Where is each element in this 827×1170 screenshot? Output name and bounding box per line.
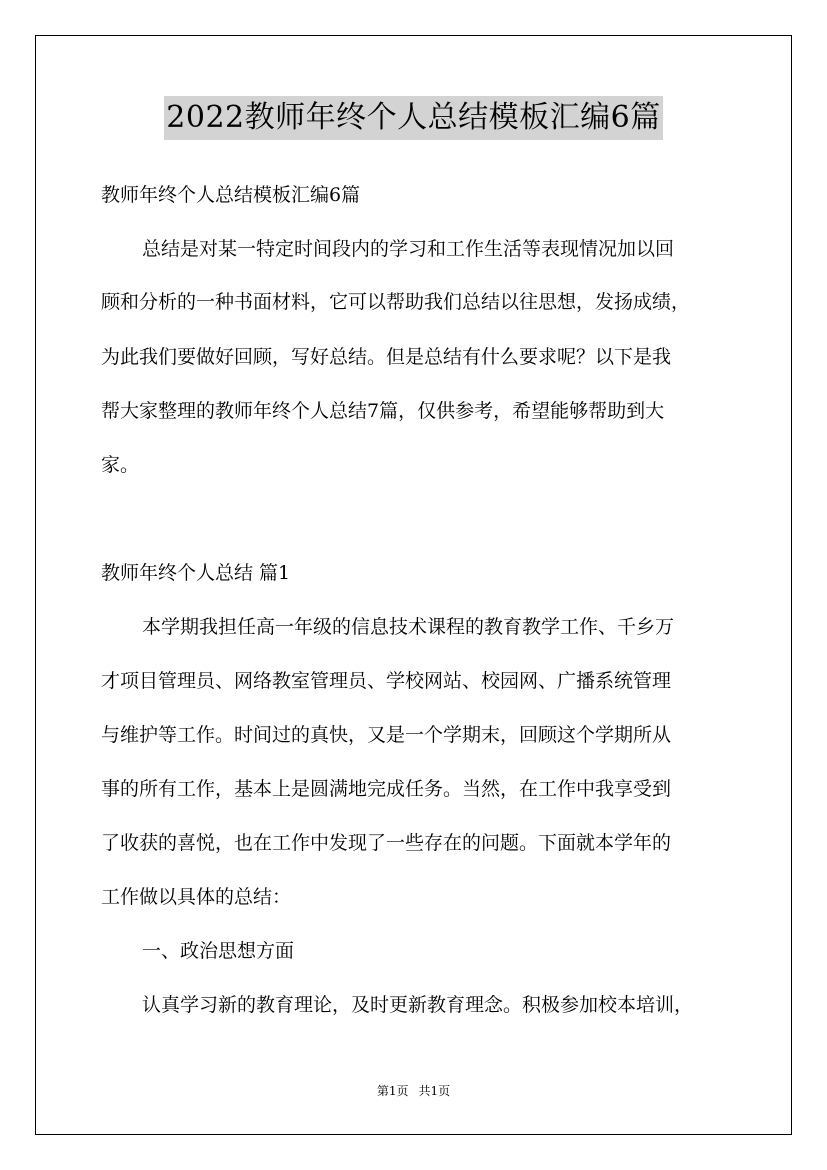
paragraph-line: 总结是对某一特定时间段内的学习和工作生活等表现情况加以回 [142,238,675,260]
page-footer [0,1083,827,1099]
paragraph-line: 帮大家整理的教师年终个人总结7篇，仅供参考，希望能够帮助到大 [101,400,665,422]
paragraph-line: 了收获的喜悦，也在工作中发现了一些存在的问题。下面就本学年的 [101,832,672,854]
paragraph-line: 与维护等工作。时间过的真快，又是一个学期末，回顾这个学期所从 [101,724,672,746]
section-heading: 教师年终个人总结 篇1 [101,562,291,584]
paragraph-line: 家。 [101,454,140,476]
paragraph-line: 认真学习新的教育理论，及时更新教育理念。积极参加校本培训， [142,994,694,1016]
page-total: 共1页 [418,1084,451,1098]
paragraph-line: 事的所有工作，基本上是圆满地完成任务。当然，在工作中我享受到 [101,778,672,800]
subtitle-line: 教师年终个人总结模板汇编6篇 [101,184,361,206]
paragraph-line: 本学期我担任高一年级的信息技术课程的教育教学工作、千乡万 [142,616,675,638]
title-container [0,96,827,140]
subsection-heading: 一、政治思想方面 [142,940,295,962]
paragraph-line: 才项目管理员、网络教室管理员、学校网站、校园网、广播系统管理 [101,670,672,692]
document-title: 2022教师年终个人总结模板汇编6篇 [164,96,662,140]
paragraph-line: 工作做以具体的总结： [101,886,292,908]
paragraph-line: 顾和分析的一种书面材料，它可以帮助我们总结以往思想，发扬成绩， [101,291,691,313]
page-number: 第1页 [376,1084,409,1098]
paragraph-line: 为此我们要做好回顾，写好总结。但是总结有什么要求呢？以下是我 [101,346,672,368]
